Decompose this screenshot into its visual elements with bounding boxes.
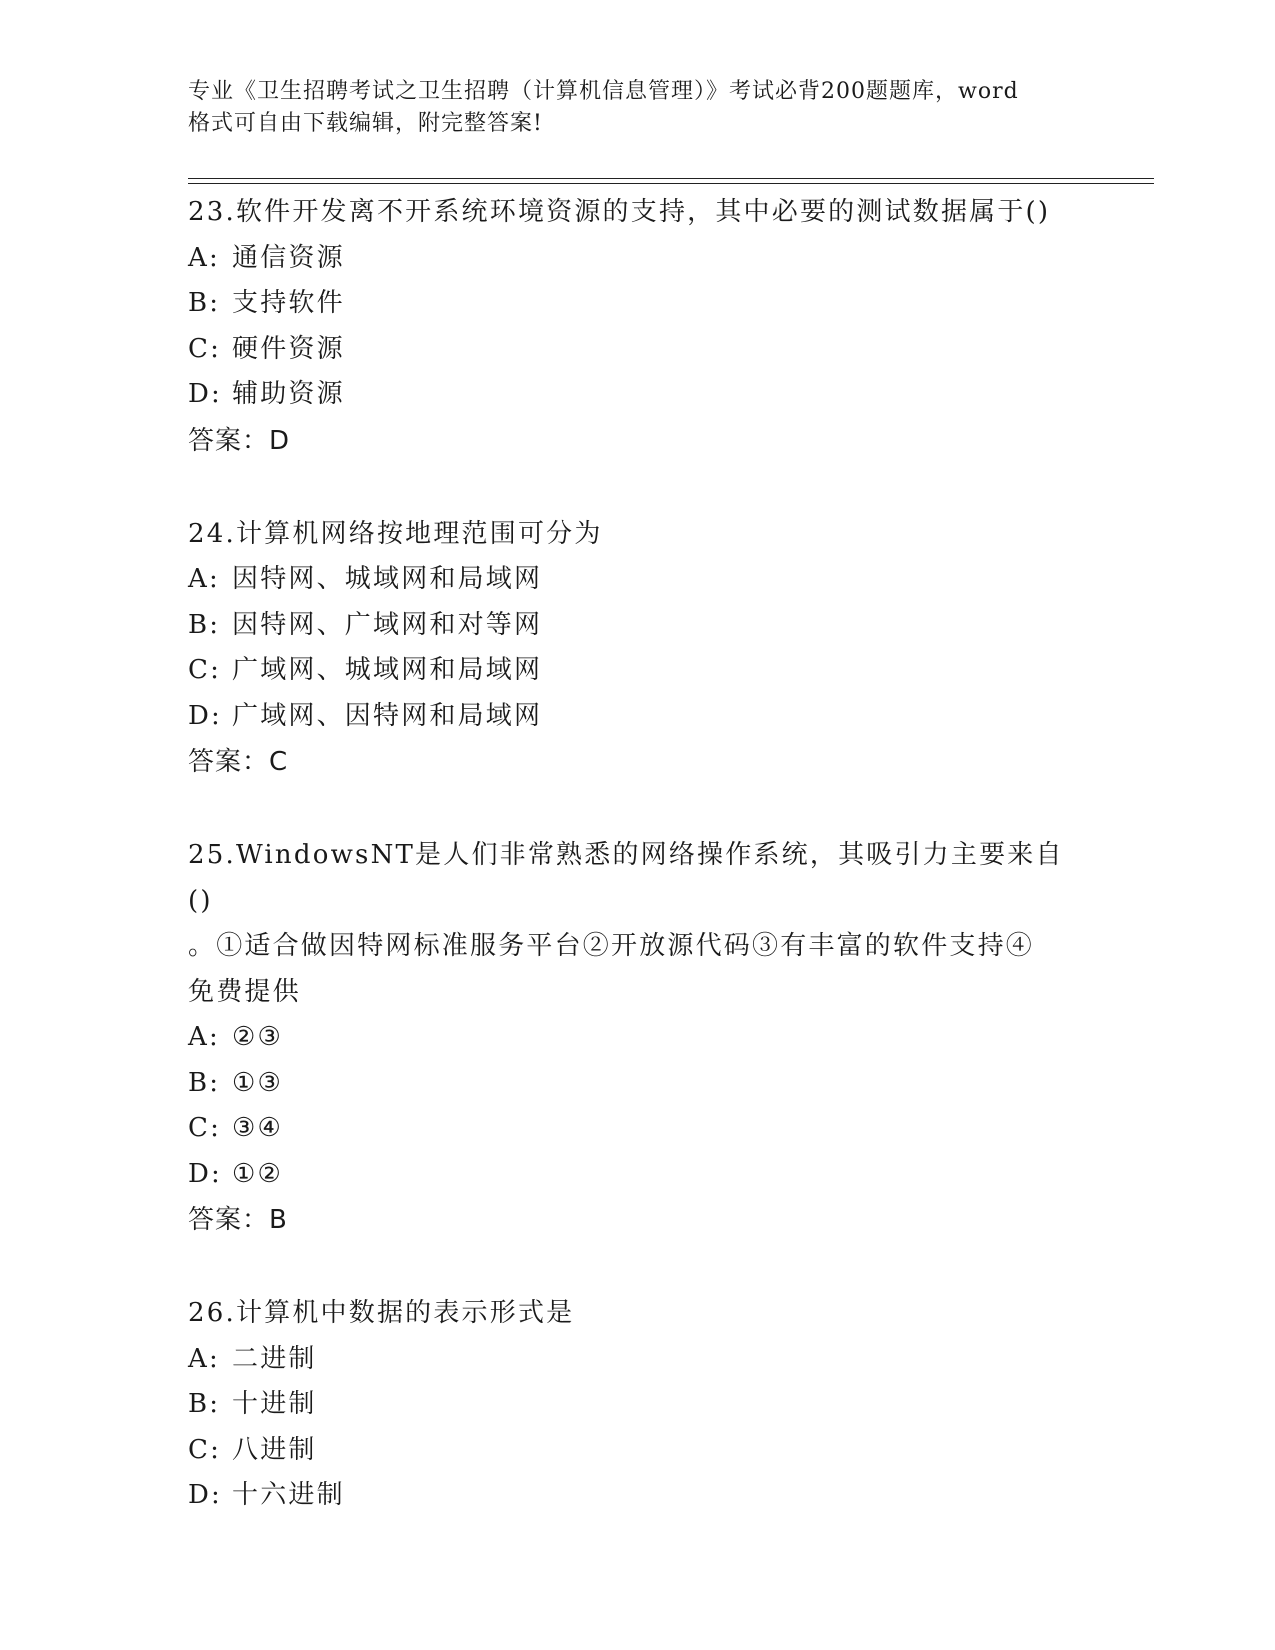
header-divider-top bbox=[188, 178, 1154, 179]
question-block bbox=[188, 1291, 1088, 1519]
option-letter: D: bbox=[188, 379, 223, 409]
option-c bbox=[188, 1428, 1088, 1474]
header-divider-bottom bbox=[188, 183, 1154, 184]
answer-line: 答案：B bbox=[188, 1205, 288, 1235]
question-stem: 。①适合做因特网标准服务平台②开放源代码③有丰富的软件支持④ bbox=[188, 931, 1035, 961]
answer-line: 答案：C bbox=[188, 747, 289, 777]
option-letter: A: bbox=[188, 1343, 220, 1374]
option-text: ①③ bbox=[232, 1067, 284, 1098]
option-b bbox=[188, 603, 1088, 649]
option-text: ③④ bbox=[232, 1113, 284, 1143]
question-stem: 23.软件开发离不开系统环境资源的支持，其中必要的测试数据属于() bbox=[188, 197, 1051, 227]
option-letter: C: bbox=[188, 655, 222, 685]
option-letter: A: bbox=[188, 242, 220, 273]
option-text: 因特网、城域网和局域网 bbox=[232, 564, 543, 594]
question-block bbox=[188, 190, 1088, 464]
question-stem: 24.计算机网络按地理范围可分为 bbox=[188, 518, 603, 549]
option-letter: D: bbox=[188, 1480, 223, 1510]
option-letter: A: bbox=[188, 564, 220, 594]
option-c bbox=[188, 327, 1088, 373]
option-d bbox=[188, 1152, 1088, 1198]
header-line-1: 专业《卫生招聘考试之卫生招聘（计算机信息管理）》考试必背200题题库，word bbox=[188, 79, 1019, 104]
option-c bbox=[188, 648, 1088, 694]
question-list bbox=[188, 190, 1088, 1567]
option-letter: B: bbox=[188, 1389, 221, 1419]
option-letter: D: bbox=[188, 700, 223, 731]
question-block bbox=[188, 512, 1088, 786]
option-text: 八进制 bbox=[232, 1434, 317, 1465]
question-stem: 26.计算机中数据的表示形式是 bbox=[188, 1298, 575, 1328]
option-a bbox=[188, 557, 1088, 603]
option-text: 辅助资源 bbox=[232, 379, 345, 409]
option-a bbox=[188, 236, 1088, 282]
option-text: 因特网、广域网和对等网 bbox=[232, 609, 543, 640]
document-header bbox=[188, 76, 1088, 140]
option-letter: B: bbox=[188, 288, 221, 318]
option-text: 广域网、因特网和局域网 bbox=[232, 700, 543, 731]
answer-line: 答案：D bbox=[188, 425, 291, 456]
option-letter: D: bbox=[188, 1158, 223, 1189]
option-letter: C: bbox=[188, 1434, 222, 1465]
option-text: ①② bbox=[232, 1158, 284, 1189]
option-text: 二进制 bbox=[232, 1343, 317, 1374]
question-stem: 免费提供 bbox=[188, 976, 301, 1007]
option-a bbox=[188, 1337, 1088, 1383]
option-text: 支持软件 bbox=[232, 288, 345, 318]
option-b bbox=[188, 1382, 1088, 1428]
option-text: 十六进制 bbox=[232, 1480, 345, 1510]
option-letter: C: bbox=[188, 1113, 222, 1143]
option-d bbox=[188, 1473, 1088, 1519]
header-line-2: 格式可自由下载编辑，附完整答案! bbox=[188, 111, 543, 136]
option-a bbox=[188, 1015, 1088, 1061]
option-text: ②③ bbox=[232, 1022, 284, 1052]
option-text: 十进制 bbox=[232, 1389, 317, 1419]
option-d bbox=[188, 372, 1088, 418]
option-text: 广域网、城域网和局域网 bbox=[232, 655, 543, 685]
option-text: 硬件资源 bbox=[232, 333, 345, 364]
option-b bbox=[188, 1061, 1088, 1107]
option-d bbox=[188, 694, 1088, 740]
option-letter: B: bbox=[188, 1067, 221, 1098]
option-letter: B: bbox=[188, 609, 221, 640]
option-letter: C: bbox=[188, 333, 222, 364]
option-c bbox=[188, 1106, 1088, 1152]
option-text: 通信资源 bbox=[232, 242, 345, 273]
question-stem: 25.WindowsNT是人们非常熟悉的网络操作系统，其吸引力主要来自() bbox=[188, 840, 1064, 916]
option-b bbox=[188, 281, 1088, 327]
question-block bbox=[188, 833, 1088, 1243]
option-letter: A: bbox=[188, 1022, 220, 1052]
